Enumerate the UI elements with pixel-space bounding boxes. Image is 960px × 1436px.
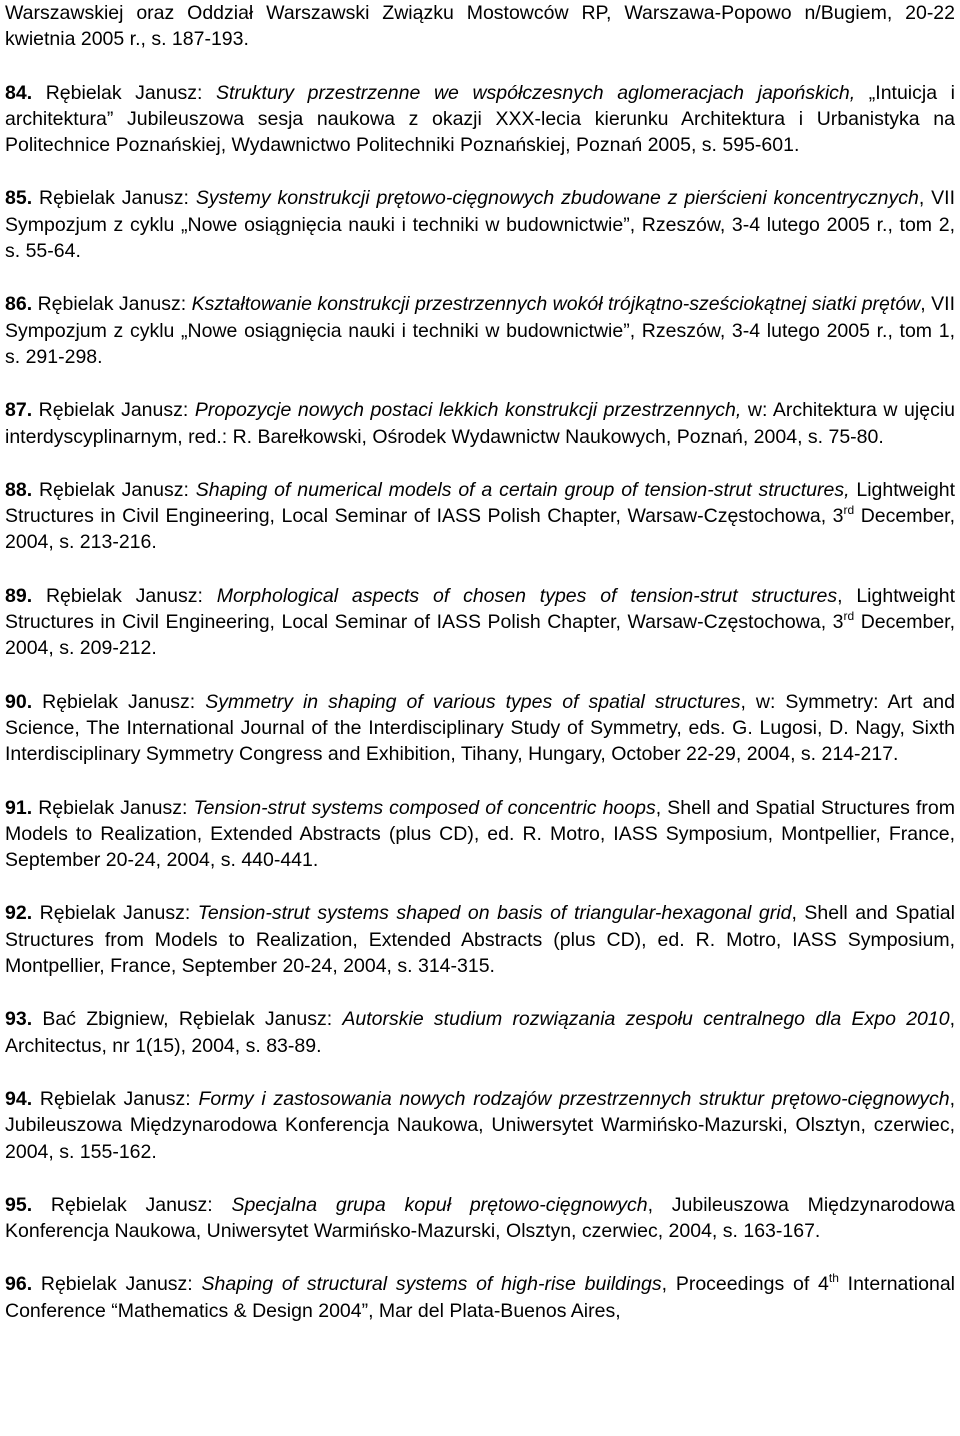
reference-entry-86 [5, 291, 955, 370]
entry-details-tail: International Conference “Mathematics & Design 2004”, Mar del Plata-Buenos Aires, [5, 1273, 956, 1322]
reference-entry-84 [5, 80, 955, 159]
entry-title: Shaping of numerical models of a certain group of tension-strut structures, [195, 478, 850, 501]
ordinal-superscript: rd [843, 609, 855, 624]
entry-number: 89. [5, 584, 33, 607]
entry-author: Rębielak Janusz: [32, 187, 196, 210]
entry-number: 90. [5, 690, 33, 713]
entry-title: Tension-strut systems composed of concentric hoops [193, 796, 656, 819]
entry-details: , VII Sympozjum z cyklu „Nowe osiągnięcia nauki i techniki w budownictwie”, Rzeszów, 3-4 lutego 2005 r., tom 1, s. 291-298. [5, 293, 955, 368]
entry-title: Propozycje nowych postaci lekkich konstrukcji przestrzennych, [194, 399, 742, 422]
entry-author: Rębielak Janusz: [32, 81, 216, 104]
entry-author: Rębielak Janusz: [32, 584, 217, 607]
entry-author: Rębielak Janusz: [32, 690, 206, 713]
entry-author: Rębielak Janusz: [32, 1087, 199, 1110]
entry-title: Morphological aspects of chosen types of tension-strut structures [216, 584, 838, 607]
entry-details: , Architectus, nr 1(15), 2004, s. 83-89. [5, 1008, 956, 1057]
document-page [5, 0, 955, 1324]
entry-author: Rębielak Janusz: [32, 293, 192, 316]
ordinal-superscript: th [828, 1271, 839, 1286]
entry-details: w: Architektura w ujęciu interdyscyplinarnym, red.: R. Barełkowski, Ośrodek Wydawnictw Naukowych, Poznań, 2004, s. 75-80. [5, 399, 956, 448]
entry-details: , Shell and Spatial Structures from Models to Realization, Extended Abstracts (plus CD), ed. R. Motro, IASS Symposium, Montpellier, France, September 20-24, 2004, s. 440-441. [5, 796, 955, 872]
reference-entry-95 [5, 1192, 955, 1245]
entry-details: , Jubileuszowa Międzynarodowa Konferencja Naukowa, Uniwersytet Warmińsko-Mazurski, Olsztyn, czerwiec, 2004, s. 155-162. [5, 1087, 955, 1163]
reference-entry-91 [5, 795, 955, 874]
entry-details: , VII Sympozjum z cyklu „Nowe osiągnięcia nauki i techniki w budownictwie”, Rzeszów, 3-4 lutego 2005 r., tom 2, s. 55-64. [5, 187, 955, 263]
entry-number: 91. [5, 796, 33, 819]
entry-author: Rębielak Janusz: [32, 902, 198, 925]
entry-number: 96. [5, 1273, 33, 1296]
entry-details-tail: December, 2004, s. 209-212. [5, 611, 955, 660]
entry-number: 92. [5, 902, 33, 925]
entry-author: Rębielak Janusz: [32, 478, 196, 501]
entry-author: Bać Zbigniew, Rębielak Janusz: [32, 1008, 343, 1031]
entry-title: Formy i zastosowania nowych rodzajów przestrzennych struktur prętowo-cięgnowych [198, 1087, 950, 1110]
entry-author: Rębielak Janusz: [32, 796, 194, 819]
reference-entry-89 [5, 583, 955, 662]
entry-details: „Intuicja i architektura” Jubileuszowa sesja naukowa z okazji XXX-lecia kierunku Architektura i Urbanistyka na Politechnice Poznańskiej, Wydawnictwo Politechniki Poznańskiej, Poznań 2005, s. 595-601. [5, 81, 955, 157]
reference-entry-93 [5, 1006, 955, 1059]
entry-title: Autorskie studium rozwiązania zespołu centralnego dla Expo 2010 [342, 1008, 950, 1031]
reference-entry-85 [5, 185, 955, 264]
entry-author: Rębielak Janusz: [32, 1193, 232, 1216]
entry-details: Warszawskiej oraz Oddział Warszawski Związku Mostowców RP, Warszawa-Popowo n/Bugiem, 20-22 kwietnia 2005 r., s. 187-193. [5, 2, 955, 51]
reference-entry-continued [5, 0, 955, 53]
reference-entry-87 [5, 397, 955, 450]
reference-entry-96 [5, 1271, 955, 1324]
entry-number: 88. [5, 478, 33, 501]
entry-details-tail: December, 2004, s. 213-216. [5, 505, 955, 554]
reference-entry-94 [5, 1086, 955, 1165]
reference-entry-92 [5, 900, 955, 979]
entry-details: , Lightweight Structures in Civil Engineering, Local Seminar of IASS Polish Chapter, Warsaw-Częstochowa, 3 [5, 584, 955, 634]
entry-title: Systemy konstrukcji prętowo-cięgnowych zbudowane z pierścieni koncentrycznych [195, 187, 919, 210]
entry-title: Symmetry in shaping of various types of spatial structures [205, 690, 741, 713]
entry-number: 84. [5, 81, 33, 104]
reference-entry-90 [5, 689, 955, 768]
entry-title: Shaping of structural systems of high-rise buildings [201, 1273, 662, 1296]
entry-title: Specjalna grupa kopuł prętowo-cięgnowych [231, 1193, 648, 1216]
entry-number: 94. [5, 1087, 33, 1110]
ordinal-superscript: rd [843, 503, 855, 518]
entry-author: Rębielak Janusz: [32, 399, 195, 422]
entry-number: 87. [5, 399, 33, 422]
reference-entry-88 [5, 477, 955, 556]
entry-author: Rębielak Janusz: [32, 1273, 202, 1296]
entry-title: Tension-strut systems shaped on basis of triangular-hexagonal grid [197, 902, 792, 925]
entry-details: , Jubileuszowa Międzynarodowa Konferencja Naukowa, Uniwersytet Warmińsko-Mazurski, Olsztyn, czerwiec, 2004, s. 163-167. [5, 1193, 956, 1243]
entry-number: 93. [5, 1008, 33, 1031]
entry-details: , w: Symmetry: Art and Science, The International Journal of the Interdisciplinary Study of Symmetry, eds. G. Lugosi, D. Nagy, Sixth Interdisciplinary Symmetry Congress and Exhibition, Tihany, Hungary, October 22-29, 2004, s. 214-217. [5, 690, 955, 766]
entry-details: , Shell and Spatial Structures from Models to Realization, Extended Abstracts (plus CD), ed. R. Motro, IASS Symposium, Montpellier, France, September 20-24, 2004, s. 314-315. [5, 902, 955, 978]
entry-number: 95. [5, 1193, 33, 1216]
entry-number: 85. [5, 187, 33, 210]
entry-title: Struktury przestrzenne we współczesnych aglomeracjach japońskich, [216, 81, 856, 104]
entry-details: Lightweight Structures in Civil Engineering, Local Seminar of IASS Polish Chapter, Warsaw-Częstochowa, 3 [5, 478, 955, 528]
entry-details: , Proceedings of 4 [661, 1273, 829, 1296]
entry-number: 86. [5, 293, 33, 316]
entry-title: Kształtowanie konstrukcji przestrzennych wokół trójkątno-sześciokątnej siatki prętów [191, 293, 921, 316]
